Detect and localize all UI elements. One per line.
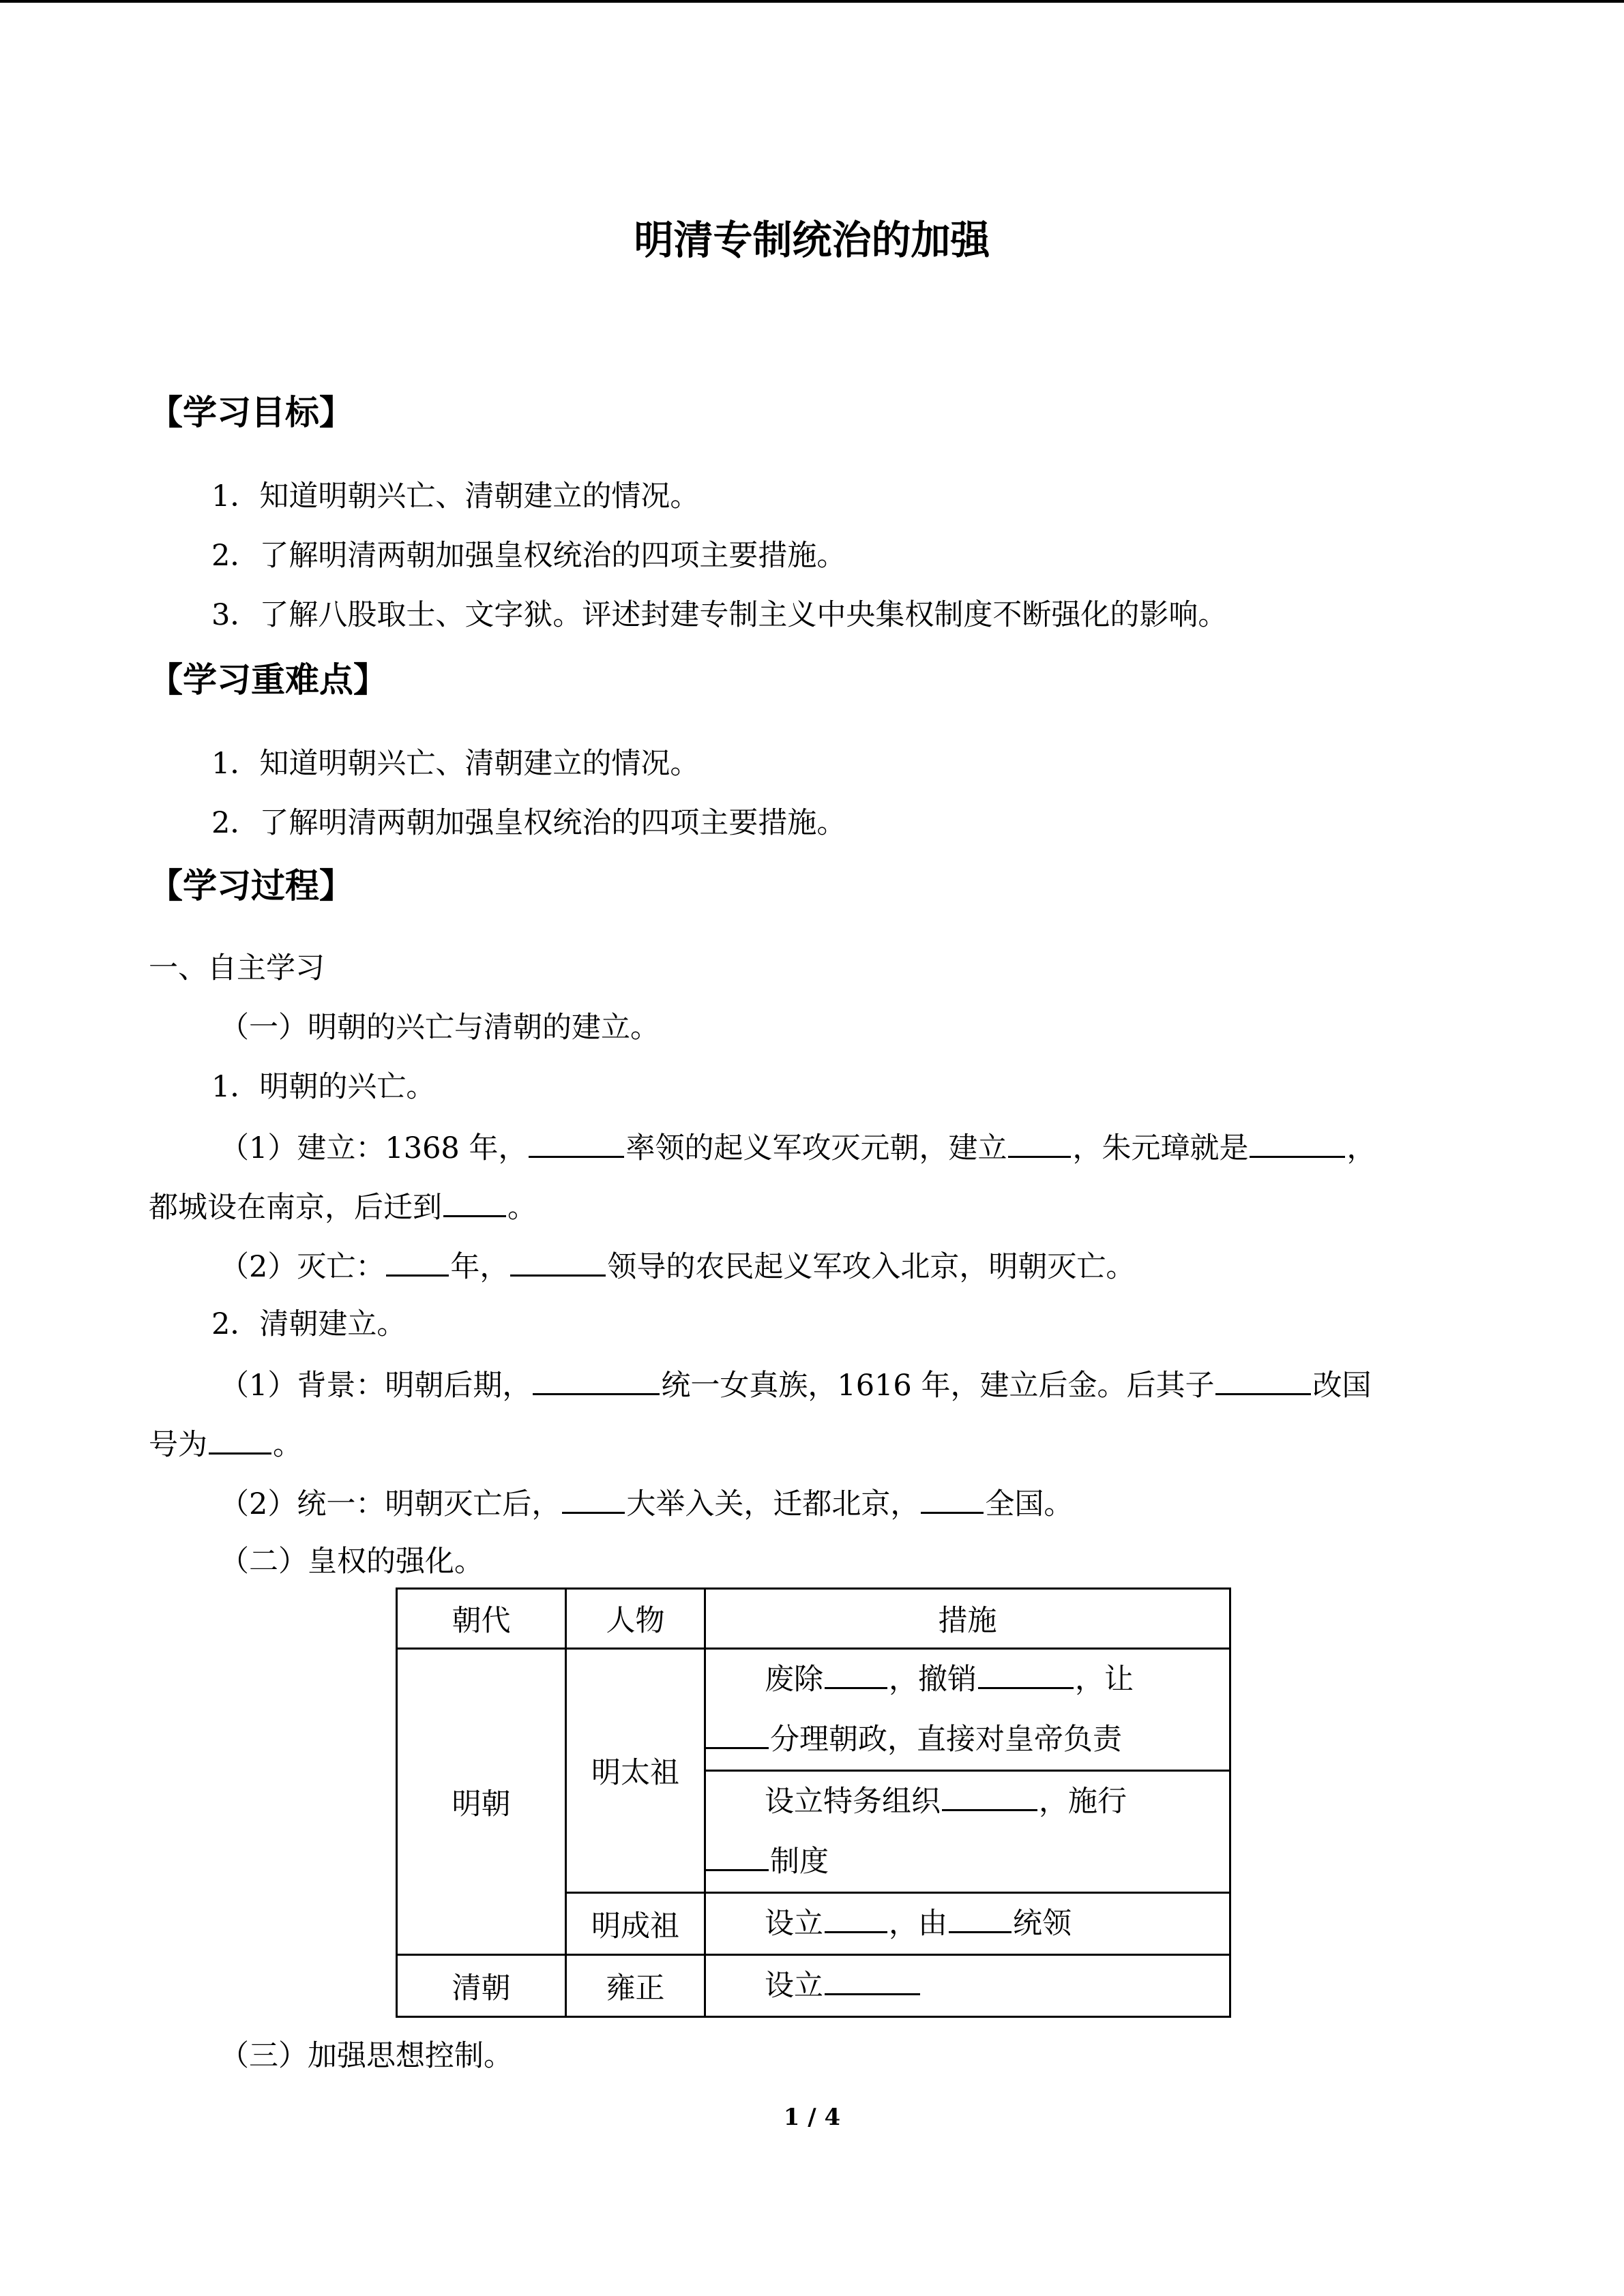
goal-item: 2．了解明清两朝加强皇权统治的四项主要措施。 [211, 539, 846, 573]
part-heading: 一、自主学习 [149, 951, 325, 985]
measure-cell [705, 1771, 1230, 1893]
measure-cell [705, 1955, 1230, 2017]
answer-blank[interactable] [562, 1482, 625, 1514]
fill-line-rise-cont [149, 1185, 537, 1228]
page-title: 明清专制统治的加强 [634, 217, 990, 263]
goal-item: 3．了解八股取士、文字狱。评述封建专制主义中央集权制度不断强化的影响。 [211, 598, 1228, 632]
table-header-cell: 措施 [705, 1589, 1230, 1649]
fill-line-background [220, 1363, 1371, 1406]
table-header-cell: 人物 [566, 1589, 705, 1649]
answer-blank[interactable] [533, 1363, 660, 1395]
text: 率领的起义军攻灭元朝，建立 [625, 1131, 1007, 1165]
answer-blank[interactable] [1008, 1126, 1071, 1158]
fill-line-background-cont [149, 1422, 302, 1465]
answer-blank[interactable] [510, 1244, 606, 1277]
text: （1）背景：明朝后期， [220, 1369, 532, 1403]
text: （1）建立：1368 年， [220, 1131, 528, 1165]
answer-blank[interactable] [978, 1657, 1074, 1689]
answer-blank[interactable] [825, 1657, 887, 1689]
text: 都城设在南京，后迁到 [149, 1191, 442, 1225]
text: 。 [273, 1428, 302, 1462]
text: 分理朝政，直接对皇帝负责 [770, 1723, 1122, 1757]
subsection-heading: （三）加强思想控制。 [220, 2039, 513, 2073]
text: ，由 [889, 1907, 947, 1941]
text: 。 [507, 1191, 537, 1225]
person-cell: 雍正 [566, 1955, 705, 2017]
text: ，施行 [1039, 1785, 1127, 1819]
measures-table [396, 1587, 1231, 2018]
text: ，朱元璋就是 [1072, 1131, 1249, 1165]
measure-cell [705, 1893, 1230, 1955]
key-heading: 【学习重难点】 [149, 660, 387, 700]
answer-blank[interactable] [209, 1422, 271, 1455]
text: （2）灭亡： [220, 1250, 385, 1284]
text: 号为 [149, 1428, 207, 1462]
item-heading: 1．明朝的兴亡。 [211, 1070, 436, 1104]
subsection-heading: （一）明朝的兴亡与清朝的建立。 [220, 1011, 660, 1045]
text: 制度 [770, 1845, 829, 1879]
text: 年， [450, 1250, 510, 1284]
answer-blank[interactable] [825, 1963, 920, 1995]
subsection-heading: （二）皇权的强化。 [220, 1545, 484, 1579]
table-header-cell: 朝代 [397, 1589, 566, 1649]
answer-blank[interactable] [706, 1839, 769, 1871]
answer-blank[interactable] [942, 1779, 1037, 1811]
key-item: 2．了解明清两朝加强皇权统治的四项主要措施。 [211, 806, 846, 840]
answer-blank[interactable] [1215, 1363, 1311, 1395]
answer-blank[interactable] [921, 1482, 984, 1514]
answer-blank[interactable] [825, 1901, 887, 1933]
process-heading: 【学习过程】 [149, 866, 353, 906]
text: 统一女真族，1616 年，建立后金。后其子 [661, 1369, 1215, 1403]
answer-blank[interactable] [443, 1185, 506, 1217]
dynasty-cell: 清朝 [397, 1955, 566, 2017]
table-header-row [397, 1589, 1230, 1649]
text: ， [1346, 1131, 1376, 1165]
item-heading: 2．清朝建立。 [211, 1307, 407, 1341]
fill-line-fall [220, 1244, 1135, 1287]
person-cell: 明太祖 [566, 1649, 705, 1893]
text: （2）统一：明朝灭亡后， [220, 1487, 561, 1521]
text: 设立 [765, 1969, 823, 2003]
fill-line-unify [220, 1482, 1073, 1525]
key-item: 1．知道明朝兴亡、清朝建立的情况。 [211, 747, 700, 781]
measure-cell [705, 1649, 1230, 1771]
dynasty-cell: 明朝 [397, 1649, 566, 1955]
answer-blank[interactable] [949, 1901, 1012, 1933]
text: 废除 [765, 1663, 823, 1697]
text: 改国 [1312, 1369, 1372, 1403]
text: ，撤销 [889, 1663, 977, 1697]
goal-item: 1．知道明朝兴亡、清朝建立的情况。 [211, 479, 700, 513]
text: 统领 [1013, 1907, 1072, 1941]
text: 设立特务组织 [765, 1785, 941, 1819]
answer-blank[interactable] [386, 1244, 449, 1277]
fill-line-rise [220, 1126, 1376, 1169]
person-cell: 明成祖 [566, 1893, 705, 1955]
answer-blank[interactable] [529, 1126, 624, 1158]
table-row [397, 1649, 1230, 1771]
answer-blank[interactable] [706, 1717, 769, 1749]
answer-blank[interactable] [1250, 1126, 1345, 1158]
text: 全国。 [985, 1487, 1074, 1521]
page-number: 1 / 4 [783, 2104, 841, 2131]
text: 大举入关，迁都北京， [626, 1487, 920, 1521]
text: 设立 [765, 1907, 823, 1941]
table-row [397, 1955, 1230, 2017]
text: 领导的农民起义军攻入北京，明朝灭亡。 [607, 1250, 1136, 1284]
text: ，让 [1075, 1663, 1134, 1697]
goals-heading: 【学习目标】 [149, 393, 353, 432]
